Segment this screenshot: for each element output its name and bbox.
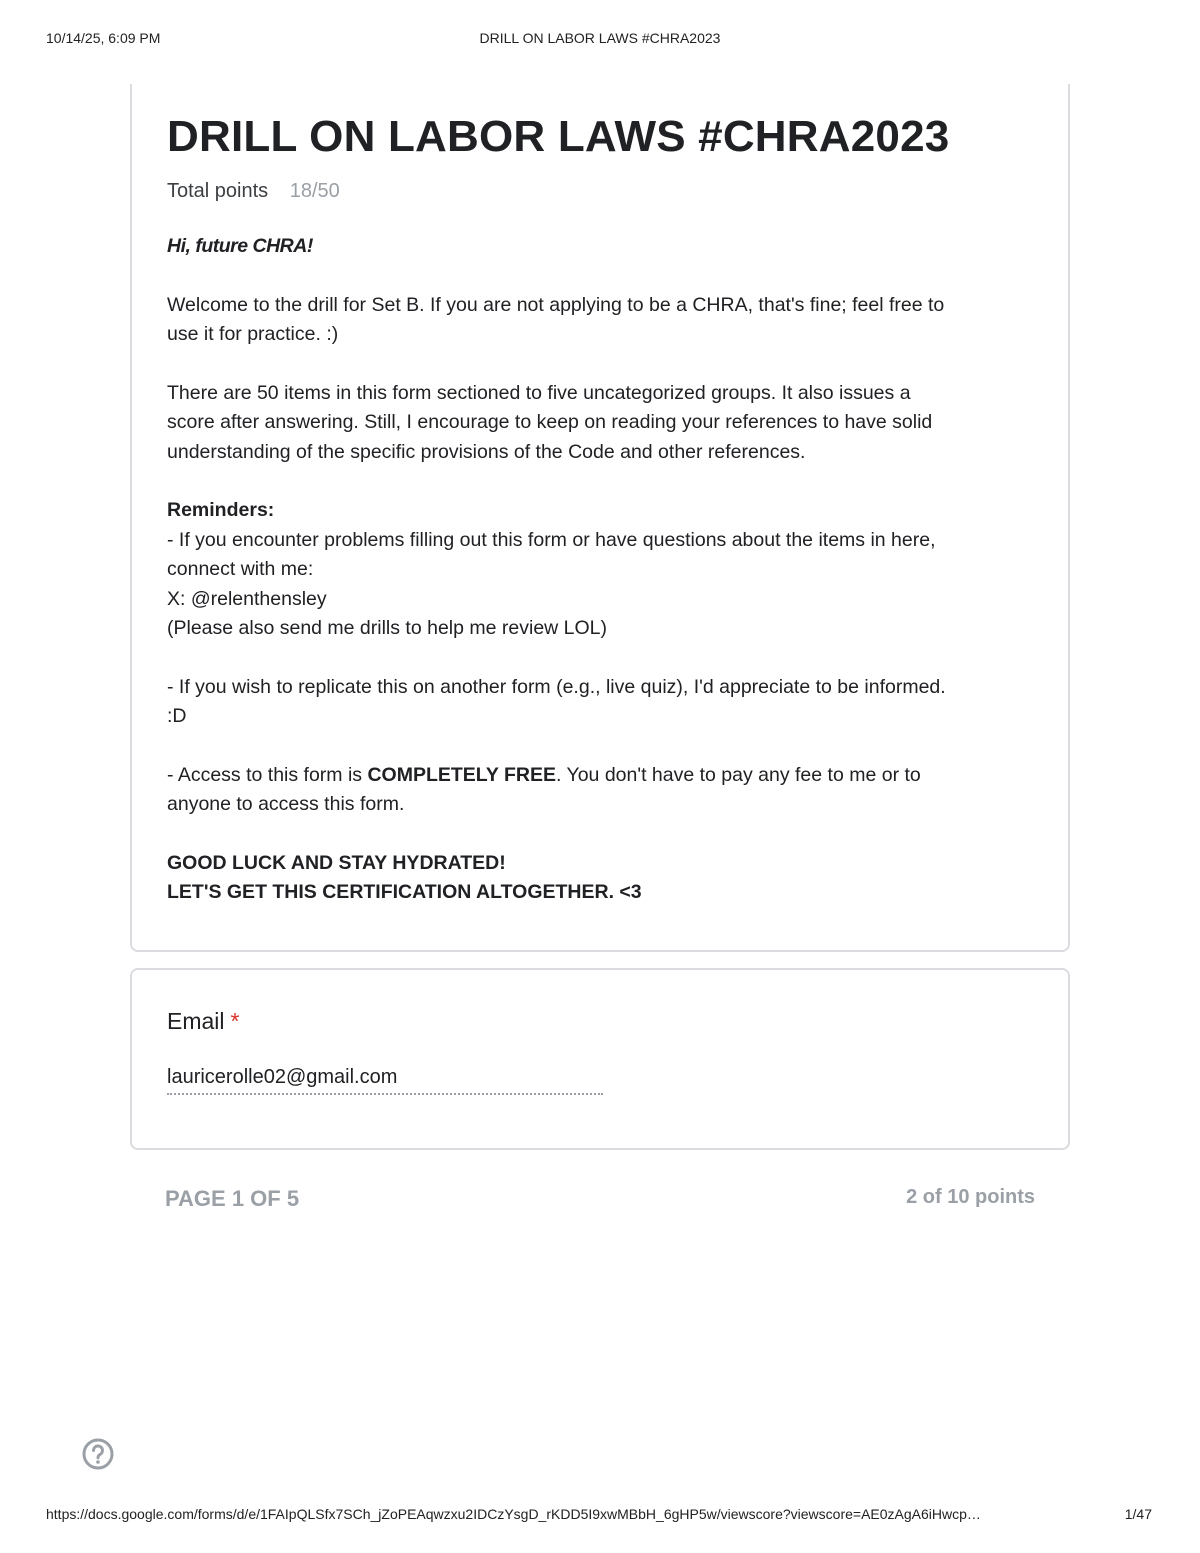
reminder-3-bold: COMPLETELY FREE <box>367 763 557 786</box>
reminder-1-line-1: - If you encounter problems filling out this form or have questions about the items in here, <box>167 528 936 551</box>
welcome-paragraph <box>167 291 1037 350</box>
reminders-paragraph <box>167 496 1037 644</box>
total-points <box>167 180 340 203</box>
form-description <box>167 232 1037 937</box>
email-label-text: Email <box>167 1008 225 1034</box>
items-line-1: There are 50 items in this form sectioned to five uncategorized groups. It also issues a <box>167 381 911 404</box>
page-indicator: PAGE 1 OF 5 <box>165 1186 300 1211</box>
greeting: Hi, future CHRA! <box>167 235 313 257</box>
items-paragraph <box>167 379 1037 468</box>
email-field[interactable]: lauricerolle02@gmail.com <box>167 1066 603 1095</box>
print-page-number: 1/47 <box>1124 1506 1152 1522</box>
reminder-1-line-2: connect with me: <box>167 558 314 580</box>
page-status-row <box>165 1186 1035 1216</box>
items-line-3: understanding of the specific provisions of the Code and other references. <box>167 440 806 463</box>
closing-paragraph <box>167 849 1037 908</box>
email-label <box>167 1008 239 1035</box>
print-header <box>0 30 1200 50</box>
closing-line-1: GOOD LUCK AND STAY HYDRATED! <box>167 851 506 874</box>
welcome-line-2: use it for practice. :) <box>167 323 339 345</box>
print-footer <box>0 1506 1200 1526</box>
reminder-2-line-1: - If you wish to replicate this on another form (e.g., live quiz), I'd appreciate to be informed. <box>167 675 946 698</box>
welcome-line-1: Welcome to the drill for Set B. If you are not applying to be a CHRA, that's fine; feel free to <box>167 293 945 316</box>
section-points: 2 of 10 points <box>906 1186 1035 1208</box>
form-title: DRILL ON LABOR LAWS #CHRA2023 <box>167 112 950 161</box>
reminder-2-line-2: :D <box>167 705 187 727</box>
total-points-label: Total points <box>167 180 269 202</box>
reminder-1-note: (Please also send me drills to help me review LOL) <box>167 617 608 639</box>
reminder-3-paragraph <box>167 761 1037 820</box>
reminder-3-line-2: anyone to access this form. <box>167 793 405 815</box>
print-doc-title: DRILL ON LABOR LAWS #CHRA2023 <box>479 30 721 46</box>
closing-line-2: LET'S GET THIS CERTIFICATION ALTOGETHER. <3 <box>167 881 642 903</box>
print-url: https://docs.google.com/forms/d/e/1FAIpQLSfx7SCh_jZoPEAqwzxu2IDCzYsgD_rKDD5I9xwMBbH_6gHP5w/viewscore?viewscore=AE0zAgA6iHwcp… <box>46 1506 981 1522</box>
reminder-3-prefix: - Access to this form is <box>167 763 368 786</box>
email-question-card <box>130 968 1070 1150</box>
reminder-1-contact: X: @relenthensley <box>167 587 327 610</box>
form-header-card <box>130 84 1070 952</box>
total-points-value: 18/50 <box>289 180 340 202</box>
items-line-2: score after answering. Still, I encourage to keep on reading your references to have solid <box>167 411 933 433</box>
help-circle-icon[interactable] <box>82 1438 114 1470</box>
reminder-3-suffix: . You don't have to pay any fee to me or to <box>556 763 921 786</box>
reminder-2-paragraph <box>167 673 1037 732</box>
help-icon-graphic <box>82 1438 114 1470</box>
print-datetime: 10/14/25, 6:09 PM <box>46 30 161 46</box>
reminders-heading: Reminders: <box>167 499 275 521</box>
required-marker: * <box>230 1008 240 1034</box>
